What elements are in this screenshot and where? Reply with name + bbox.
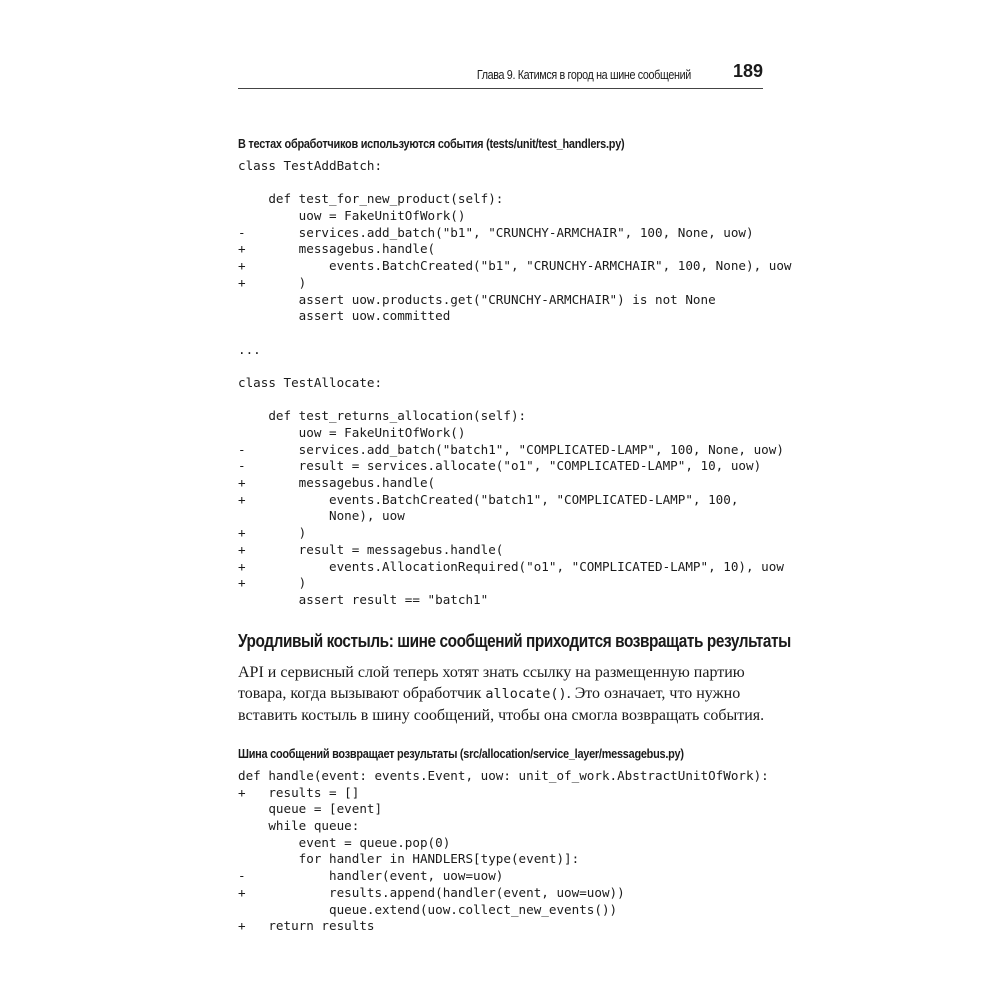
code-line: - services.add_batch("batch1", "COMPLICATED-LAMP", 100, None, uow) bbox=[238, 441, 784, 457]
code-line: queue.extend(uow.collect_new_events()) bbox=[238, 901, 618, 917]
code-line: assert uow.products.get("CRUNCHY-ARMCHAIR") is not None bbox=[238, 291, 716, 307]
code-line bbox=[238, 175, 792, 192]
code-line: for handler in HANDLERS[type(event)]: bbox=[238, 851, 580, 867]
code-line: + ) bbox=[238, 274, 307, 290]
code-line: + messagebus.handle( bbox=[238, 241, 436, 257]
code-line: assert uow.committed bbox=[238, 308, 451, 324]
code-line: class TestAddBatch: bbox=[238, 158, 383, 173]
page-number: 189 bbox=[732, 61, 763, 81]
page-header bbox=[238, 62, 763, 89]
paragraph-text: товара, когда вызывают обработчик bbox=[238, 685, 486, 702]
code-line bbox=[238, 358, 792, 375]
code-line: def test_for_new_product(self): bbox=[238, 191, 504, 207]
code-line: + events.BatchCreated("batch1", "COMPLICATED-LAMP", 100, bbox=[238, 491, 739, 507]
code-line: + results = [] bbox=[238, 784, 360, 800]
code-line bbox=[238, 392, 792, 409]
code-line: ... bbox=[238, 341, 261, 357]
code-line: + events.AllocationRequired("o1", "COMPLICATED-LAMP", 10), uow bbox=[238, 558, 784, 574]
code-line: class TestAllocate: bbox=[238, 374, 383, 390]
inline-code: allocate() bbox=[485, 686, 567, 702]
code-line: def handle(event: events.Event, uow: unit_of_work.AbstractUnitOfWork): bbox=[238, 768, 769, 783]
code-caption-test-handlers: В тестах обработчиков используются события (tests/unit/test_handlers.py) bbox=[238, 136, 625, 151]
section-heading: Уродливый костыль: шине сообщений приходится возвращать результаты bbox=[238, 630, 791, 651]
code-line: + results.append(handler(event, uow=uow)) bbox=[238, 884, 625, 900]
code-line: - handler(event, uow=uow) bbox=[238, 868, 504, 884]
running-title: Глава 9. Катимся в город на шине сообщений bbox=[476, 68, 691, 82]
code-line: + ) bbox=[238, 575, 307, 591]
code-block-messagebus bbox=[238, 768, 769, 935]
code-line: None), uow bbox=[238, 508, 405, 524]
code-line: + ) bbox=[238, 525, 307, 541]
code-block-test-handlers bbox=[238, 158, 792, 609]
paragraph-line bbox=[238, 683, 763, 705]
code-caption-messagebus: Шина сообщений возвращает результаты (src/allocation/service_layer/messagebus.py) bbox=[238, 746, 684, 761]
code-line: + messagebus.handle( bbox=[238, 475, 436, 491]
code-line: while queue: bbox=[238, 818, 360, 834]
code-line: def test_returns_allocation(self): bbox=[238, 408, 527, 424]
paragraph-line: вставить костыль в шину сообщений, чтобы она смогла возвращать события. bbox=[238, 707, 765, 724]
code-line: queue = [event] bbox=[238, 801, 383, 817]
code-line: + return results bbox=[238, 918, 375, 934]
paragraph-line: API и сервисный слой теперь хотят знать ссылку на размещенную партию bbox=[238, 664, 745, 681]
code-line: assert result == "batch1" bbox=[238, 591, 489, 607]
body-paragraph bbox=[238, 662, 763, 726]
code-line bbox=[238, 325, 792, 342]
code-line: event = queue.pop(0) bbox=[238, 834, 451, 850]
code-line: uow = FakeUnitOfWork() bbox=[238, 208, 466, 224]
code-line: - result = services.allocate("o1", "COMPLICATED-LAMP", 10, uow) bbox=[238, 458, 762, 474]
code-line: + events.BatchCreated("b1", "CRUNCHY-ARMCHAIR", 100, None), uow bbox=[238, 258, 792, 274]
code-line: + result = messagebus.handle( bbox=[238, 541, 504, 557]
code-line: - services.add_batch("b1", "CRUNCHY-ARMCHAIR", 100, None, uow) bbox=[238, 224, 754, 240]
paragraph-text: . Это означает, что нужно bbox=[566, 685, 741, 702]
code-line: uow = FakeUnitOfWork() bbox=[238, 425, 466, 440]
